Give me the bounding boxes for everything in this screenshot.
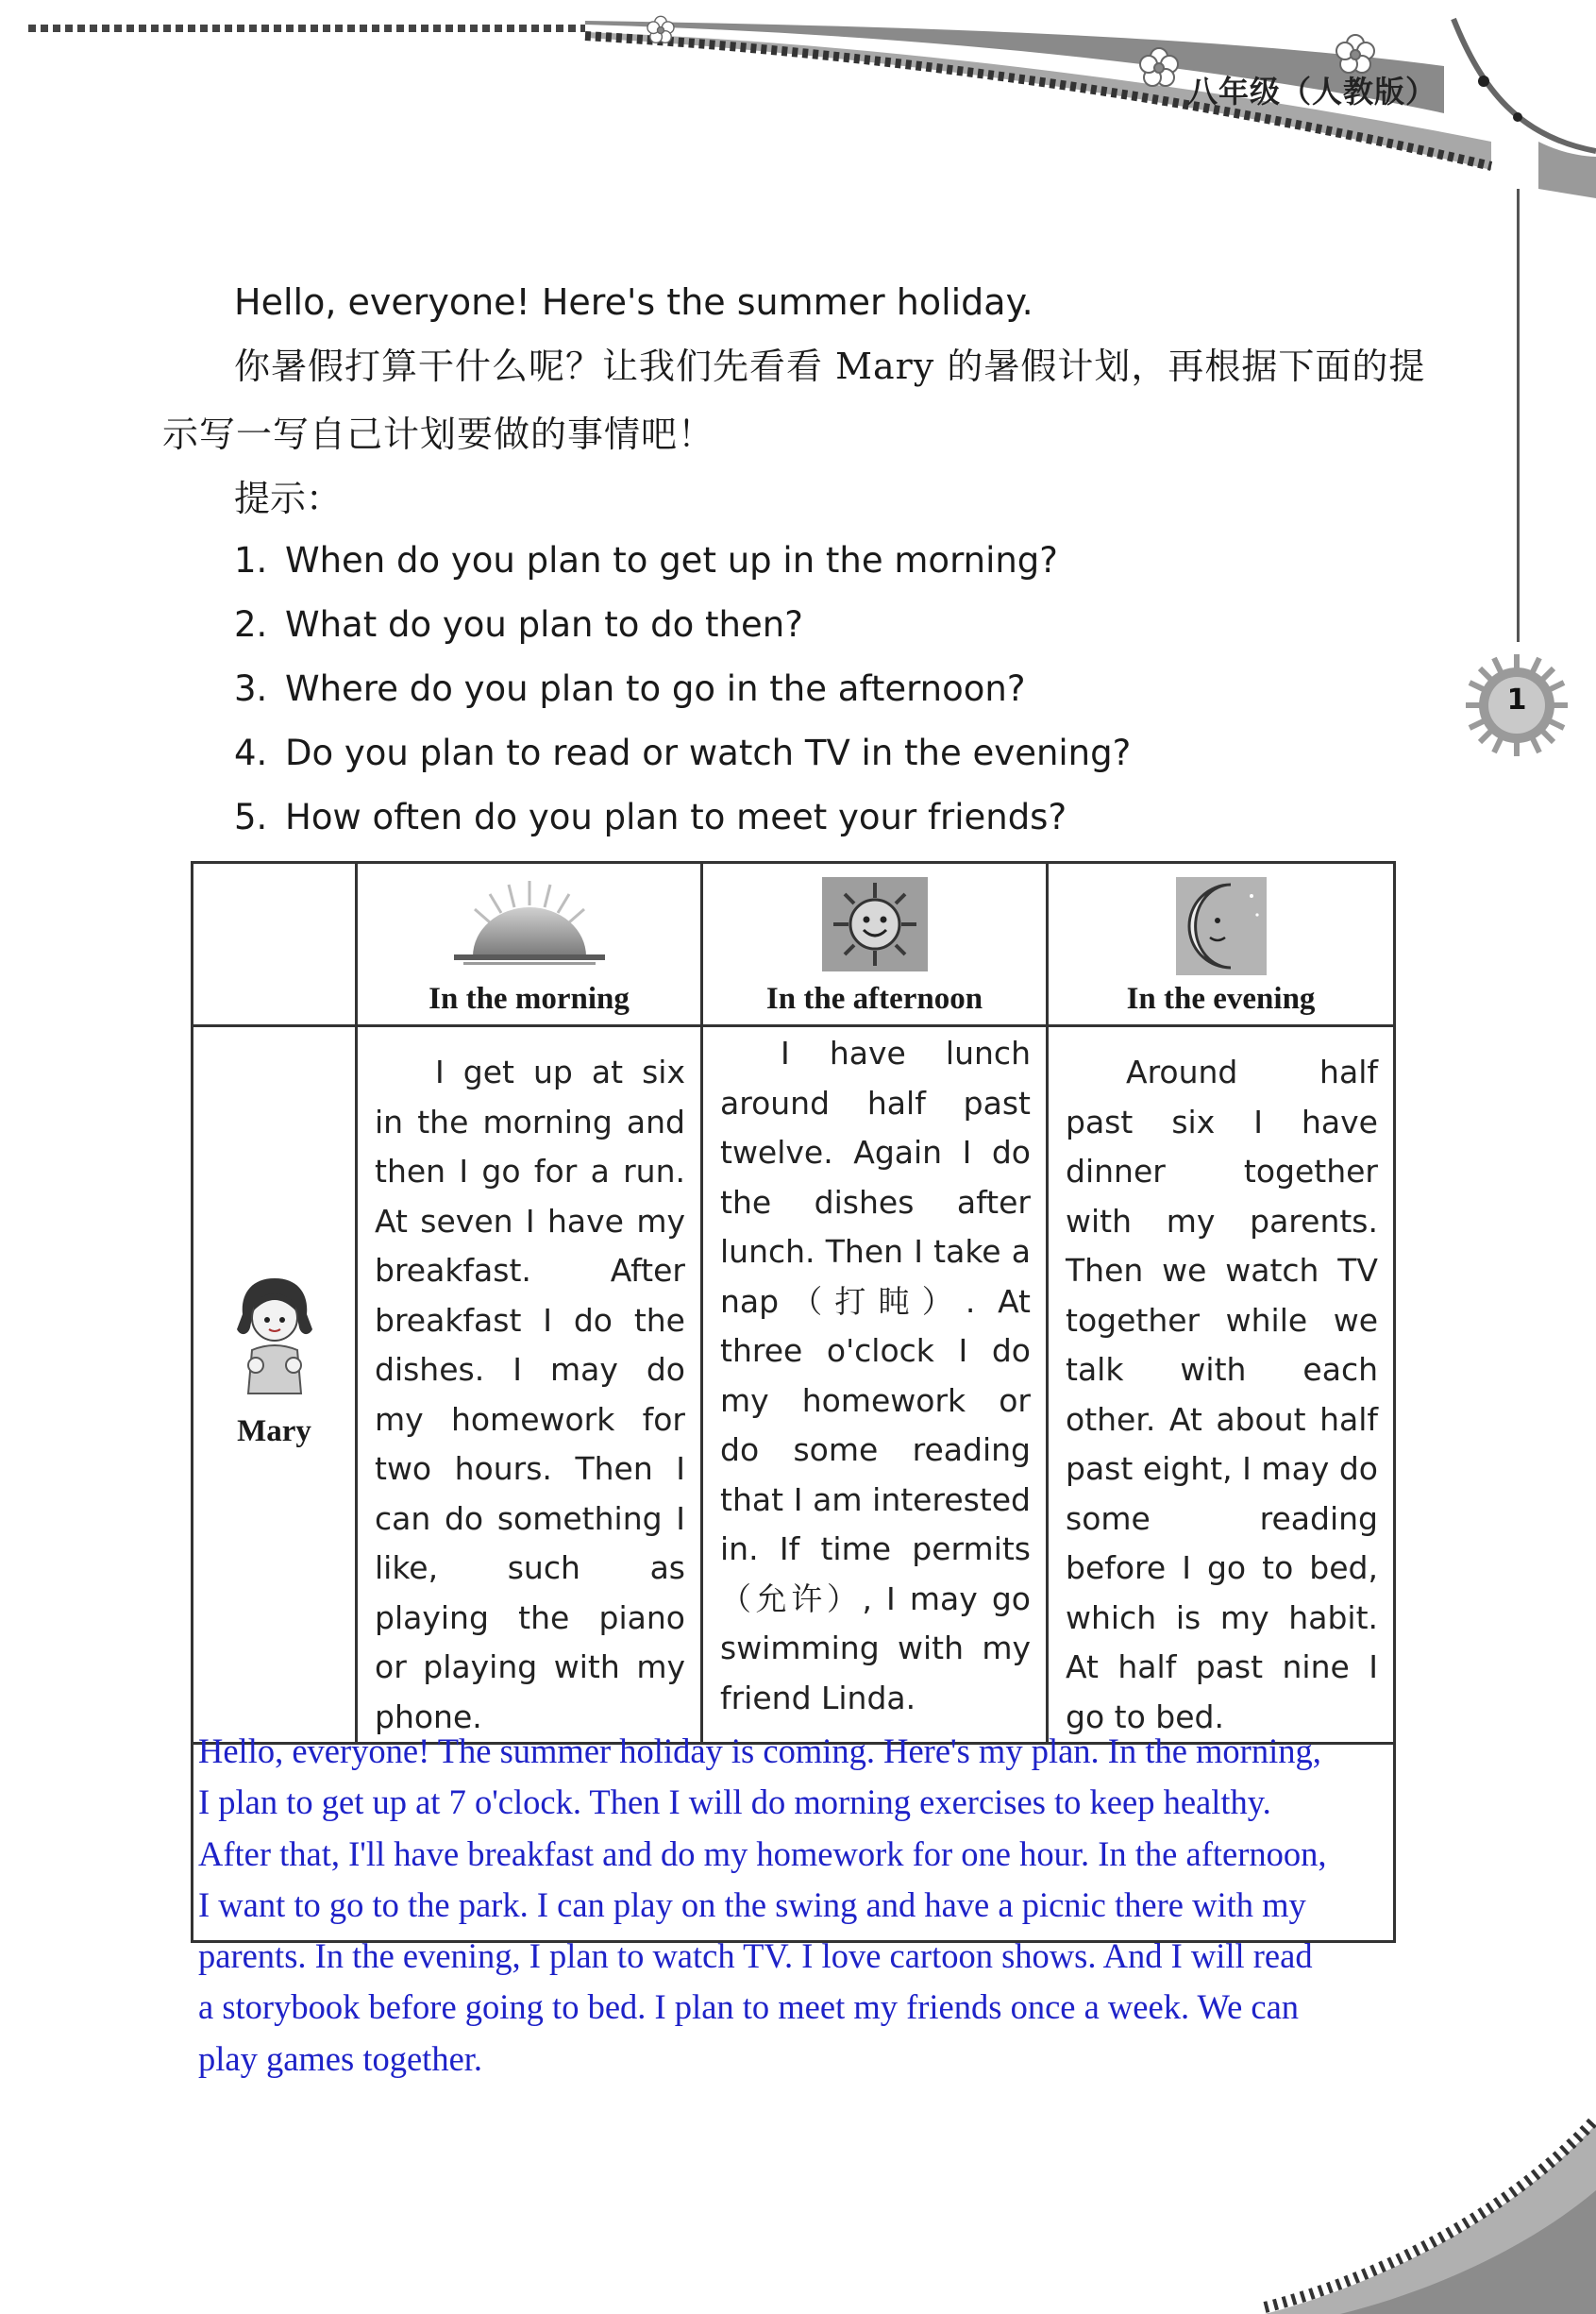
hint-number: 5. [234, 797, 268, 837]
hint-text: Where do you plan to go in the afternoon? [285, 668, 1026, 709]
sun-rising-icon [454, 877, 605, 971]
instruction-line-2: 示写一写自己计划要做的事情吧！ [162, 414, 715, 455]
answer-line: parents. In the evening, I plan to watch TV. I love cartoon shows. And I will read [198, 1936, 1313, 1976]
afternoon-plan-cell [702, 1026, 1048, 1744]
corner-decoration [1227, 2105, 1596, 2314]
hint-item [234, 538, 1058, 583]
afternoon-plan-text: I have lunch around half past twelve. Again I do the dishes after lunch. Then I take a nap（打盹）. At three o'clock I do my homework or do some reading that I am interested in. If time permits（允许）, I may go swimming with my friend Linda. [720, 1035, 1031, 1716]
person-name: Mary [237, 1414, 311, 1448]
morning-header [357, 863, 702, 1026]
hint-number: 2. [234, 604, 268, 645]
evening-header [1048, 863, 1395, 1026]
handwritten-answer [198, 1726, 1387, 2085]
morning-plan-cell [357, 1026, 702, 1744]
hint-number: 1. [234, 540, 268, 581]
tips-label: 提示： [234, 478, 343, 519]
answer-line: I want to go to the park. I can play on the swing and have a picnic there with my [198, 1884, 1306, 1924]
hint-item [234, 667, 1025, 712]
morning-plan-text: I get up at six in the morning and then I go for a run. At seven I have my breakfast. After breakfast I do the dishes. I may do my homework for two hours. Then I can do something I like, such as playing the piano or playing with my phone. [375, 1054, 685, 1735]
empty-corner-cell [193, 863, 357, 1026]
moon-face-icon [1176, 877, 1267, 975]
hint-text: When do you plan to get up in the morning? [285, 540, 1058, 581]
hint-text: What do you plan to do then? [285, 604, 803, 645]
answer-line: a storybook before going to bed. I plan to meet my friends once a week. We can [198, 1987, 1300, 2027]
answer-line: I plan to get up at 7 o'clock. Then I will do morning exercises to keep healthy. [198, 1782, 1271, 1822]
evening-plan-text: Around half past six I have dinner together with my parents. Then we watch TV together while we talk with each other. At about half past eight, I may do some reading before I go to bed, which is my habit. At half past nine I go to bed. [1066, 1054, 1378, 1735]
person-cell [193, 1026, 357, 1744]
answer-line: Hello, everyone! The summer holiday is coming. Here's my plan. In the morning, [198, 1731, 1321, 1770]
table-row [193, 1026, 1395, 1744]
girl-figure-icon [227, 1271, 322, 1403]
page-number: 1 [1506, 684, 1527, 717]
hint-item [234, 731, 1131, 776]
evening-plan-cell [1048, 1026, 1395, 1744]
plan-table [191, 861, 1396, 1745]
evening-header-title: In the evening [1126, 982, 1316, 1016]
margin-rule [1517, 189, 1520, 642]
grade-label: 八年级（人教版） [1187, 74, 1437, 110]
hint-number: 4. [234, 733, 268, 773]
answer-line: After that, I'll have breakfast and do my homework for one hour. In the afternoon, [198, 1833, 1327, 1873]
morning-header-title: In the morning [428, 982, 630, 1016]
afternoon-header-title: In the afternoon [765, 982, 983, 1016]
intro-line: Hello, everyone! Here's the summer holiday. [234, 281, 1033, 323]
table-header-row [193, 863, 1395, 1026]
instruction-line-1: 你暑假打算干什么呢？让我们先看看 Mary 的暑假计划，再根据下面的提 [234, 346, 1426, 387]
answer-line: play games together. [198, 2038, 483, 2078]
sun-face-icon [822, 877, 928, 971]
hint-text: Do you plan to read or watch TV in the evening? [285, 733, 1132, 773]
afternoon-header [702, 863, 1048, 1026]
hint-number: 3. [234, 668, 268, 709]
hint-item [234, 602, 803, 648]
hint-text: How often do you plan to meet your friends? [285, 797, 1067, 837]
hint-item [234, 795, 1067, 840]
